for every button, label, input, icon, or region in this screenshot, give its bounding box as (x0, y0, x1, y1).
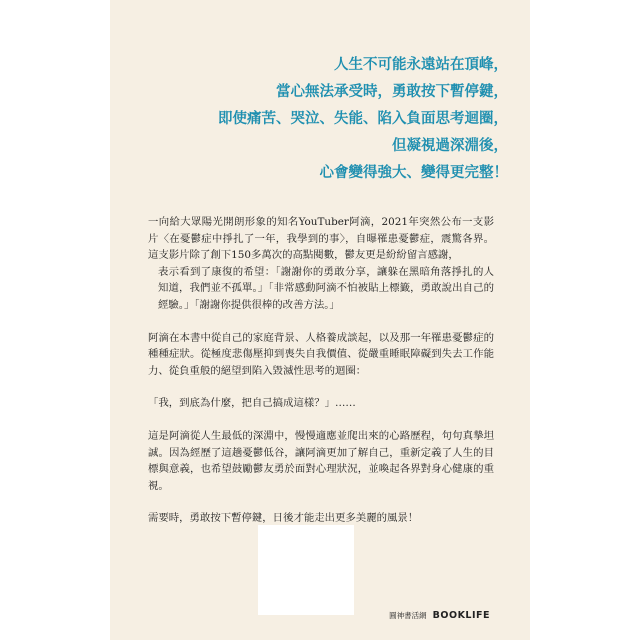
blurb-paragraph-closing: 需要時，勇敢按下暫停鍵，日後才能走出更多美麗的風景！ (148, 512, 419, 525)
blurb-paragraph-journey: 這是阿滴從人生最低的深淵中，慢慢適應並爬出來的心路歷程，句句真摯坦誠。因為經歷了這趟憂鬱低谷，讓阿滴更加了解自己，重新定義了人生的目標與意義，也希望鼓勵鬱友勇於面對心理狀況，並喚起各界對身心健康的重視。 (148, 429, 494, 492)
headline-line: 即使痛苦、哭泣、失能、陷入負面思考迴圈， (218, 111, 508, 127)
publisher-brand: BOOKLIFE (432, 610, 490, 621)
blurb-paragraph-question: 「我，到底為什麼，把自己搞成這樣？」…… (148, 397, 356, 410)
blurb-paragraph-quotes: 表示看到了康復的希望：「謝謝你的勇敢分享，讓躲在黑暗角落掙扎的人知道，我們並不孤單。」「非常感動阿滴不怕被貼上標籤，勇敢說出自己的經驗。」「謝謝你提供很棒的改善方法。」 (158, 265, 494, 311)
headline-line: 心會變得強大、變得更完整！ (319, 165, 508, 181)
intro-text: 一向給大眾陽光開朗形象的知名YouTuber阿滴，2021年突然公布一支影片〈在憂鬱症中掙扎了一年，我學到的事〉，自曝罹患憂鬱症，震驚各界。這支影片除了創下150多萬次的高點閱數，鬱友更是紛紛留言感謝， (148, 216, 494, 262)
publisher-logo (389, 610, 490, 621)
book-back-cover (110, 0, 530, 640)
headline-line: 當心無法承受時，勇敢按下暫停鍵， (276, 84, 508, 100)
barcode-area (258, 525, 354, 615)
headline-block (188, 52, 508, 187)
blurb-body (148, 214, 494, 543)
blurb-paragraph-intro (148, 214, 494, 264)
headline-line: 但凝視過深淵後， (392, 138, 508, 154)
publisher-name: 圓神書活網 (389, 611, 427, 620)
headline-line: 人生不可能永遠站在頂峰， (334, 57, 508, 73)
blurb-paragraph-symptoms: 阿滴在本書中從自己的家庭背景、人格養成談起，以及那一年罹患憂鬱症的種種症狀。從極度悲傷壓抑到喪失自我價值、從嚴重睡眠障礙到失去工作能力、從負重般的絕望到陷入毀滅性思考的迴圈： (148, 331, 494, 377)
